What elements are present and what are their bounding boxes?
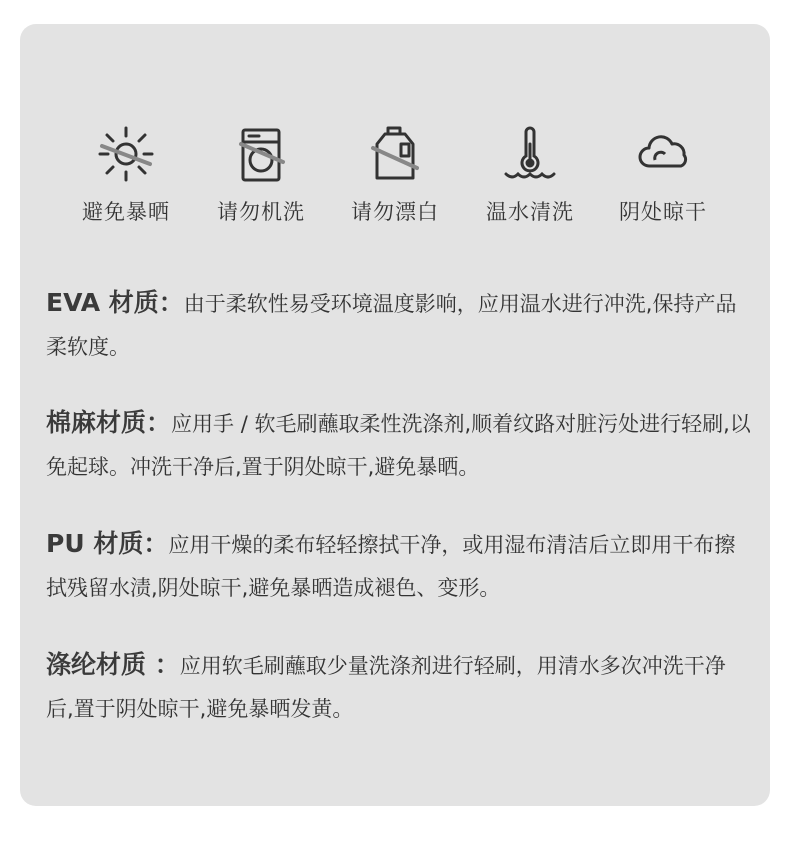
care-item-dry-in-shade bbox=[603, 122, 723, 226]
section-title: EVA 材质： bbox=[46, 288, 184, 317]
section-text: 由于柔软性易受环境温度影响，应用温水进行冲洗,保持产品柔软度。 bbox=[46, 292, 737, 359]
section-title: 涤纶材质 ： bbox=[46, 650, 180, 679]
care-item-warm-wash bbox=[470, 122, 590, 226]
care-icons-row bbox=[20, 122, 770, 242]
pu-material-section bbox=[46, 522, 752, 610]
icon-label: 避免暴晒 bbox=[82, 200, 170, 224]
section-text: 应用软毛刷蘸取少量洗涤剂进行轻刷，用清水多次冲洗干净后,置于阴处晾干,避免暴晒发黄。 bbox=[46, 654, 726, 721]
thermometer-water-icon bbox=[498, 122, 562, 186]
eva-material-section bbox=[46, 281, 752, 369]
washing-machine-crossed-icon bbox=[229, 122, 293, 186]
care-item-avoid-sun bbox=[66, 122, 186, 226]
section-title: 棉麻材质： bbox=[46, 408, 172, 437]
polyester-material-section bbox=[46, 643, 752, 731]
bleach-bottle-crossed-icon bbox=[363, 122, 427, 186]
cloud-icon bbox=[631, 122, 695, 186]
care-instructions-card bbox=[20, 24, 770, 806]
icon-label: 请勿机洗 bbox=[217, 200, 305, 224]
cotton-linen-material-section bbox=[46, 401, 752, 489]
icon-label: 请勿漂白 bbox=[351, 200, 439, 224]
section-text: 应用手 / 软毛刷蘸取柔性洗涤剂,顺着纹路对脏污处进行轻刷,以免起球。冲洗干净后,置于阴处晾干,避免暴晒。 bbox=[46, 412, 751, 479]
icon-label: 温水清洗 bbox=[486, 200, 574, 224]
care-item-no-bleach bbox=[335, 122, 455, 226]
sun-crossed-icon bbox=[94, 122, 158, 186]
icon-label: 阴处晾干 bbox=[619, 200, 707, 224]
care-item-no-machine-wash bbox=[201, 122, 321, 226]
section-title: PU 材质： bbox=[46, 529, 169, 558]
section-text: 应用干燥的柔布轻轻擦拭干净，或用湿布清洁后立即用干布擦拭残留水渍,阴处晾干,避免暴晒造成褪色、变形。 bbox=[46, 533, 736, 600]
